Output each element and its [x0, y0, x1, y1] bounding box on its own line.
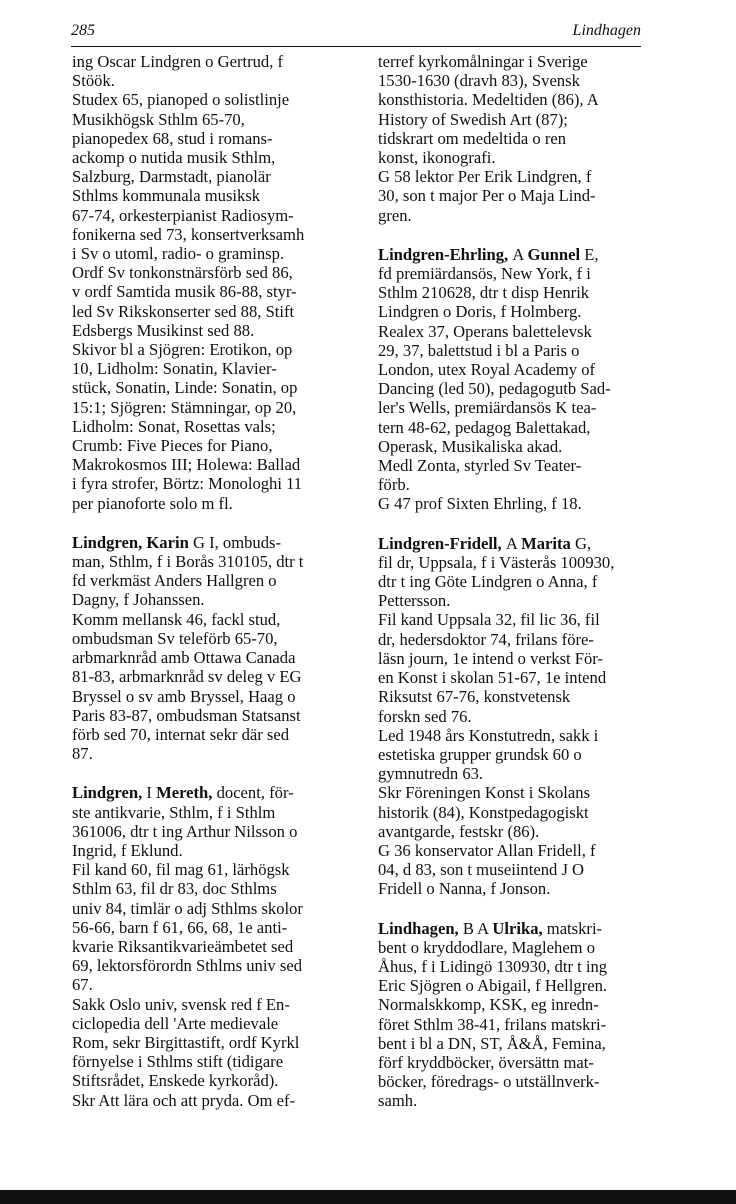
text-line: 67.	[72, 975, 93, 995]
text-line: Rom, sekr Birgittastift, ordf Kyrkl	[72, 1032, 300, 1052]
entry-name-bold: Gunnel	[527, 244, 581, 264]
text-line: historik (84), Konstpedagogiskt	[378, 802, 589, 822]
text-line: estetiska grupper grundsk 60 o	[378, 744, 582, 764]
text-line: tidskrart om medeltida o ren	[378, 128, 567, 148]
text-line: Lindgren o Doris, f Holmberg.	[378, 302, 582, 322]
text-line: 69, lektorsförordn Sthlms univ sed	[72, 956, 302, 976]
text-line: tern 48-62, pedagog Balettakad,	[378, 417, 591, 437]
text-line: fd verkmäst Anders Hallgren o	[72, 571, 277, 591]
text-line: Sthlms kommunala musiksk	[72, 186, 261, 206]
text-line: föret Sthlm 38-41, frilans matskri-	[378, 1014, 607, 1034]
text-line: Realex 37, Operans balettelevsk	[378, 321, 592, 341]
text-line: 15:1; Sjögren: Stämningar, op 20,	[72, 397, 297, 417]
entry-name-bold: Ulrika,	[492, 918, 543, 938]
entry-name-bold: Marita	[521, 533, 571, 553]
text-line: Studex 65, pianoped o solistlinje	[72, 90, 290, 110]
text-line: Lidholm: Sonat, Rosettas vals;	[72, 416, 276, 436]
entry-name-bold: Mereth,	[156, 783, 213, 803]
text-line: G 58 lektor Per Erik Lindgren, f	[378, 167, 592, 187]
text-line: gymnutredn 63.	[378, 764, 484, 784]
text-line: ing Oscar Lindgren o Gertrud, f	[72, 52, 284, 71]
text-line: terref kyrkomålningar i Sverige	[378, 52, 588, 71]
text-line: G 47 prof Sixten Ehrling, f 18.	[378, 494, 582, 514]
text-line: Edsbergs Musikinst sed 88.	[72, 320, 255, 340]
text-line: Komm mellansk 46, fackl stud,	[72, 609, 281, 629]
entry-initials: A	[512, 244, 528, 264]
entry-gap	[72, 763, 362, 783]
text-line: Musikhögsk Sthlm 65-70,	[72, 109, 245, 129]
text-line: i fyra strofer, Börtz: Monologhi 11	[72, 474, 303, 494]
text-line: kvarie Riksantikvarieämbetet sed	[72, 936, 294, 956]
text-line: Bryssel o sv amb Bryssel, Haag o	[72, 686, 296, 706]
text-line: forskn sed 76.	[378, 706, 472, 726]
text-line: Pettersson.	[378, 591, 451, 611]
text-line: arbmarknråd amb Ottawa Canada	[72, 648, 296, 668]
text-line: Skr Att lära och att pryda. Om ef-	[72, 1090, 296, 1110]
text-line: 87.	[72, 744, 93, 764]
entry-gap	[72, 513, 362, 533]
scan-bottom-border	[0, 1190, 736, 1204]
text-line: Eric Sjögren o Abigail, f Hellgren.	[378, 976, 608, 996]
text-line: 81-83, arbmarknråd sv deleg v EG	[72, 667, 302, 687]
text-line: 67-74, orkesterpianist Radiosym-	[72, 205, 294, 225]
text-line: 30, son t major Per o Maja Lind-	[378, 186, 596, 206]
text-line: ackomp o nutida musik Sthlm,	[72, 148, 276, 168]
text-line: 29, 37, balettstud i bl a Paris o	[378, 340, 580, 360]
entry-heading-line	[378, 534, 644, 553]
text-line: Operask, Musikaliska akad.	[378, 436, 563, 456]
running-head: Lindhagen	[572, 22, 641, 39]
text-line: ler's Wells, premiärdansös K tea-	[378, 398, 597, 418]
text-line: bent o kryddodlare, Maglehem o	[378, 937, 596, 957]
text-line: Led 1948 års Konstutredn, sakk i	[378, 725, 599, 745]
text-line: Ordf Sv tonkonstnärsförb sed 86,	[72, 263, 293, 283]
text-line: 1530-1630 (dravh 83), Svensk	[378, 71, 580, 91]
text-line: man, Sthlm, f i Borås 310105, dtr t	[72, 552, 304, 572]
entry-name-bold: Lindgren-Fridell,	[378, 533, 506, 553]
text-line: Riksutst 67-76, konstvetensk	[378, 687, 571, 707]
entry-heading-rest: G I, ombuds-	[188, 532, 281, 552]
text-line: i Sv o utoml, radio- o graminsp.	[72, 244, 285, 264]
entry-name-bold: Lindgren-Ehrling,	[378, 244, 513, 264]
text-line: Fil kand Uppsala 32, fil lic 36, fil	[378, 610, 600, 630]
right-column	[378, 52, 644, 1111]
text-line: Crumb: Five Pieces for Piano,	[72, 436, 273, 456]
text-line: bent i bl a DN, ST, Å&Å, Femina,	[378, 1033, 606, 1053]
text-line: Medl Zonta, styrled Sv Teater-	[378, 456, 582, 476]
text-line: böcker, föredrags- o utställnverk-	[378, 1072, 600, 1092]
text-line: univ 84, timlär o adj Sthlms skolor	[72, 898, 303, 918]
text-line: samh.	[378, 1091, 418, 1111]
text-line: Normalskkomp, KSK, eg inredn-	[378, 995, 599, 1015]
page-header	[71, 20, 641, 47]
entry-heading-rest: G,	[570, 533, 592, 553]
text-line: ombudsman Sv teleförb 65-70,	[72, 628, 278, 648]
text-line: Sakk Oslo univ, svensk red f En-	[72, 994, 290, 1014]
text-line: led Sv Rikskonserter sed 88, Stift	[72, 301, 295, 321]
text-line: Dancing (led 50), pedagogutb Sad-	[378, 379, 611, 399]
text-line: London, utex Royal Academy of	[378, 360, 596, 380]
text-line: dr, hedersdoktor 74, frilans före-	[378, 629, 594, 649]
text-line: Makrokosmos III; Holewa: Ballad	[72, 455, 301, 475]
left-column	[72, 52, 362, 1110]
text-line: Dagny, f Johanssen.	[72, 590, 205, 610]
text-line: Skivor bl a Sjögren: Erotikon, op	[72, 340, 293, 360]
text-line: en Konst i skolan 51-67, 1e intend	[378, 668, 607, 688]
entry-initials: B A	[462, 918, 493, 938]
text-line: Fridell o Nanna, f Jonson.	[378, 879, 551, 899]
entry-initials: A	[505, 533, 522, 553]
text-line: avantgarde, festskr (86).	[378, 821, 540, 841]
entry-heading-rest: E,	[580, 244, 599, 264]
text-line: v ordf Samtida musik 86-88, styr-	[72, 282, 297, 302]
entry-heading-rest: matskri-	[542, 918, 603, 938]
entry-gap	[378, 899, 644, 919]
text-line: fil dr, Uppsala, f i Västerås 100930,	[378, 552, 615, 572]
text-line: ste antikvarie, Sthlm, f i Sthlm	[72, 802, 276, 822]
text-line: Åhus, f i Lidingö 130930, dtr t ing	[378, 956, 608, 976]
text-line: förnyelse i Sthlms stift (tidigare	[72, 1052, 284, 1072]
text-line: läsn journ, 1e intend o verkst För-	[378, 648, 604, 668]
text-line: konsthistoria. Medeltiden (86), A	[378, 90, 599, 110]
text-line: ciclopedia dell 'Arte medievale	[72, 1013, 279, 1033]
entry-heading-rest: docent, för-	[212, 783, 294, 803]
entry-gap	[378, 514, 644, 534]
text-line: Stöök.	[72, 71, 115, 91]
text-line: gren.	[378, 205, 412, 225]
entry-heading-line	[378, 245, 644, 264]
text-line: 56-66, barn f 61, 66, 68, 1e anti-	[72, 917, 288, 937]
entry-heading-line	[72, 783, 362, 802]
text-line: 04, d 83, son t museiintend J O	[378, 860, 585, 880]
entry-name-bold: Lindhagen,	[378, 918, 463, 938]
text-line: förb sed 70, internat sekr där sed	[72, 724, 290, 744]
entry-initials: I	[146, 783, 157, 803]
text-line: Salzburg, Darmstadt, pianolär	[72, 167, 271, 187]
text-line: Sthlm 210628, dtr t disp Henrik	[378, 283, 590, 303]
text-line: History of Swedish Art (87);	[378, 109, 568, 129]
text-line: per pianoforte solo m fl.	[72, 493, 233, 513]
text-line: Sthlm 63, fil dr 83, doc Sthlms	[72, 879, 277, 899]
text-line: 10, Lidholm: Sonatin, Klavier-	[72, 359, 277, 379]
text-line: förf kryddböcker, översättn mat-	[378, 1052, 594, 1072]
entry-heading-line	[72, 533, 362, 552]
entry-heading-line	[378, 919, 644, 938]
text-line: 361006, dtr t ing Arthur Nilsson o	[72, 821, 298, 841]
text-line: fd premiärdansös, New York, f i	[378, 264, 591, 284]
entry-name-bold: Lindgren, Karin	[72, 532, 189, 552]
text-line: Paris 83-87, ombudsman Statsanst	[72, 705, 301, 725]
text-line: G 36 konservator Allan Fridell, f	[378, 840, 596, 860]
text-line: Ingrid, f Eklund.	[72, 840, 183, 860]
text-line: förb.	[378, 475, 410, 495]
text-line: Skr Föreningen Konst i Skolans	[378, 783, 591, 803]
entry-name-bold: Lindgren,	[72, 783, 147, 803]
text-line: fonikerna sed 73, konsertverksamh	[72, 224, 305, 244]
text-line: dtr t ing Göte Lindgren o Anna, f	[378, 572, 598, 592]
text-line: Stiftsrådet, Enskede kyrkoråd).	[72, 1071, 279, 1091]
text-line: konst, ikonografi.	[378, 148, 496, 168]
text-line: Fil kand 60, fil mag 61, lärhögsk	[72, 860, 290, 880]
text-line: pianopedex 68, stud i romans-	[72, 128, 273, 148]
text-line: stück, Sonatin, Linde: Sonatin, op	[72, 378, 298, 398]
page-number: 285	[71, 22, 95, 39]
entry-gap	[378, 225, 644, 245]
